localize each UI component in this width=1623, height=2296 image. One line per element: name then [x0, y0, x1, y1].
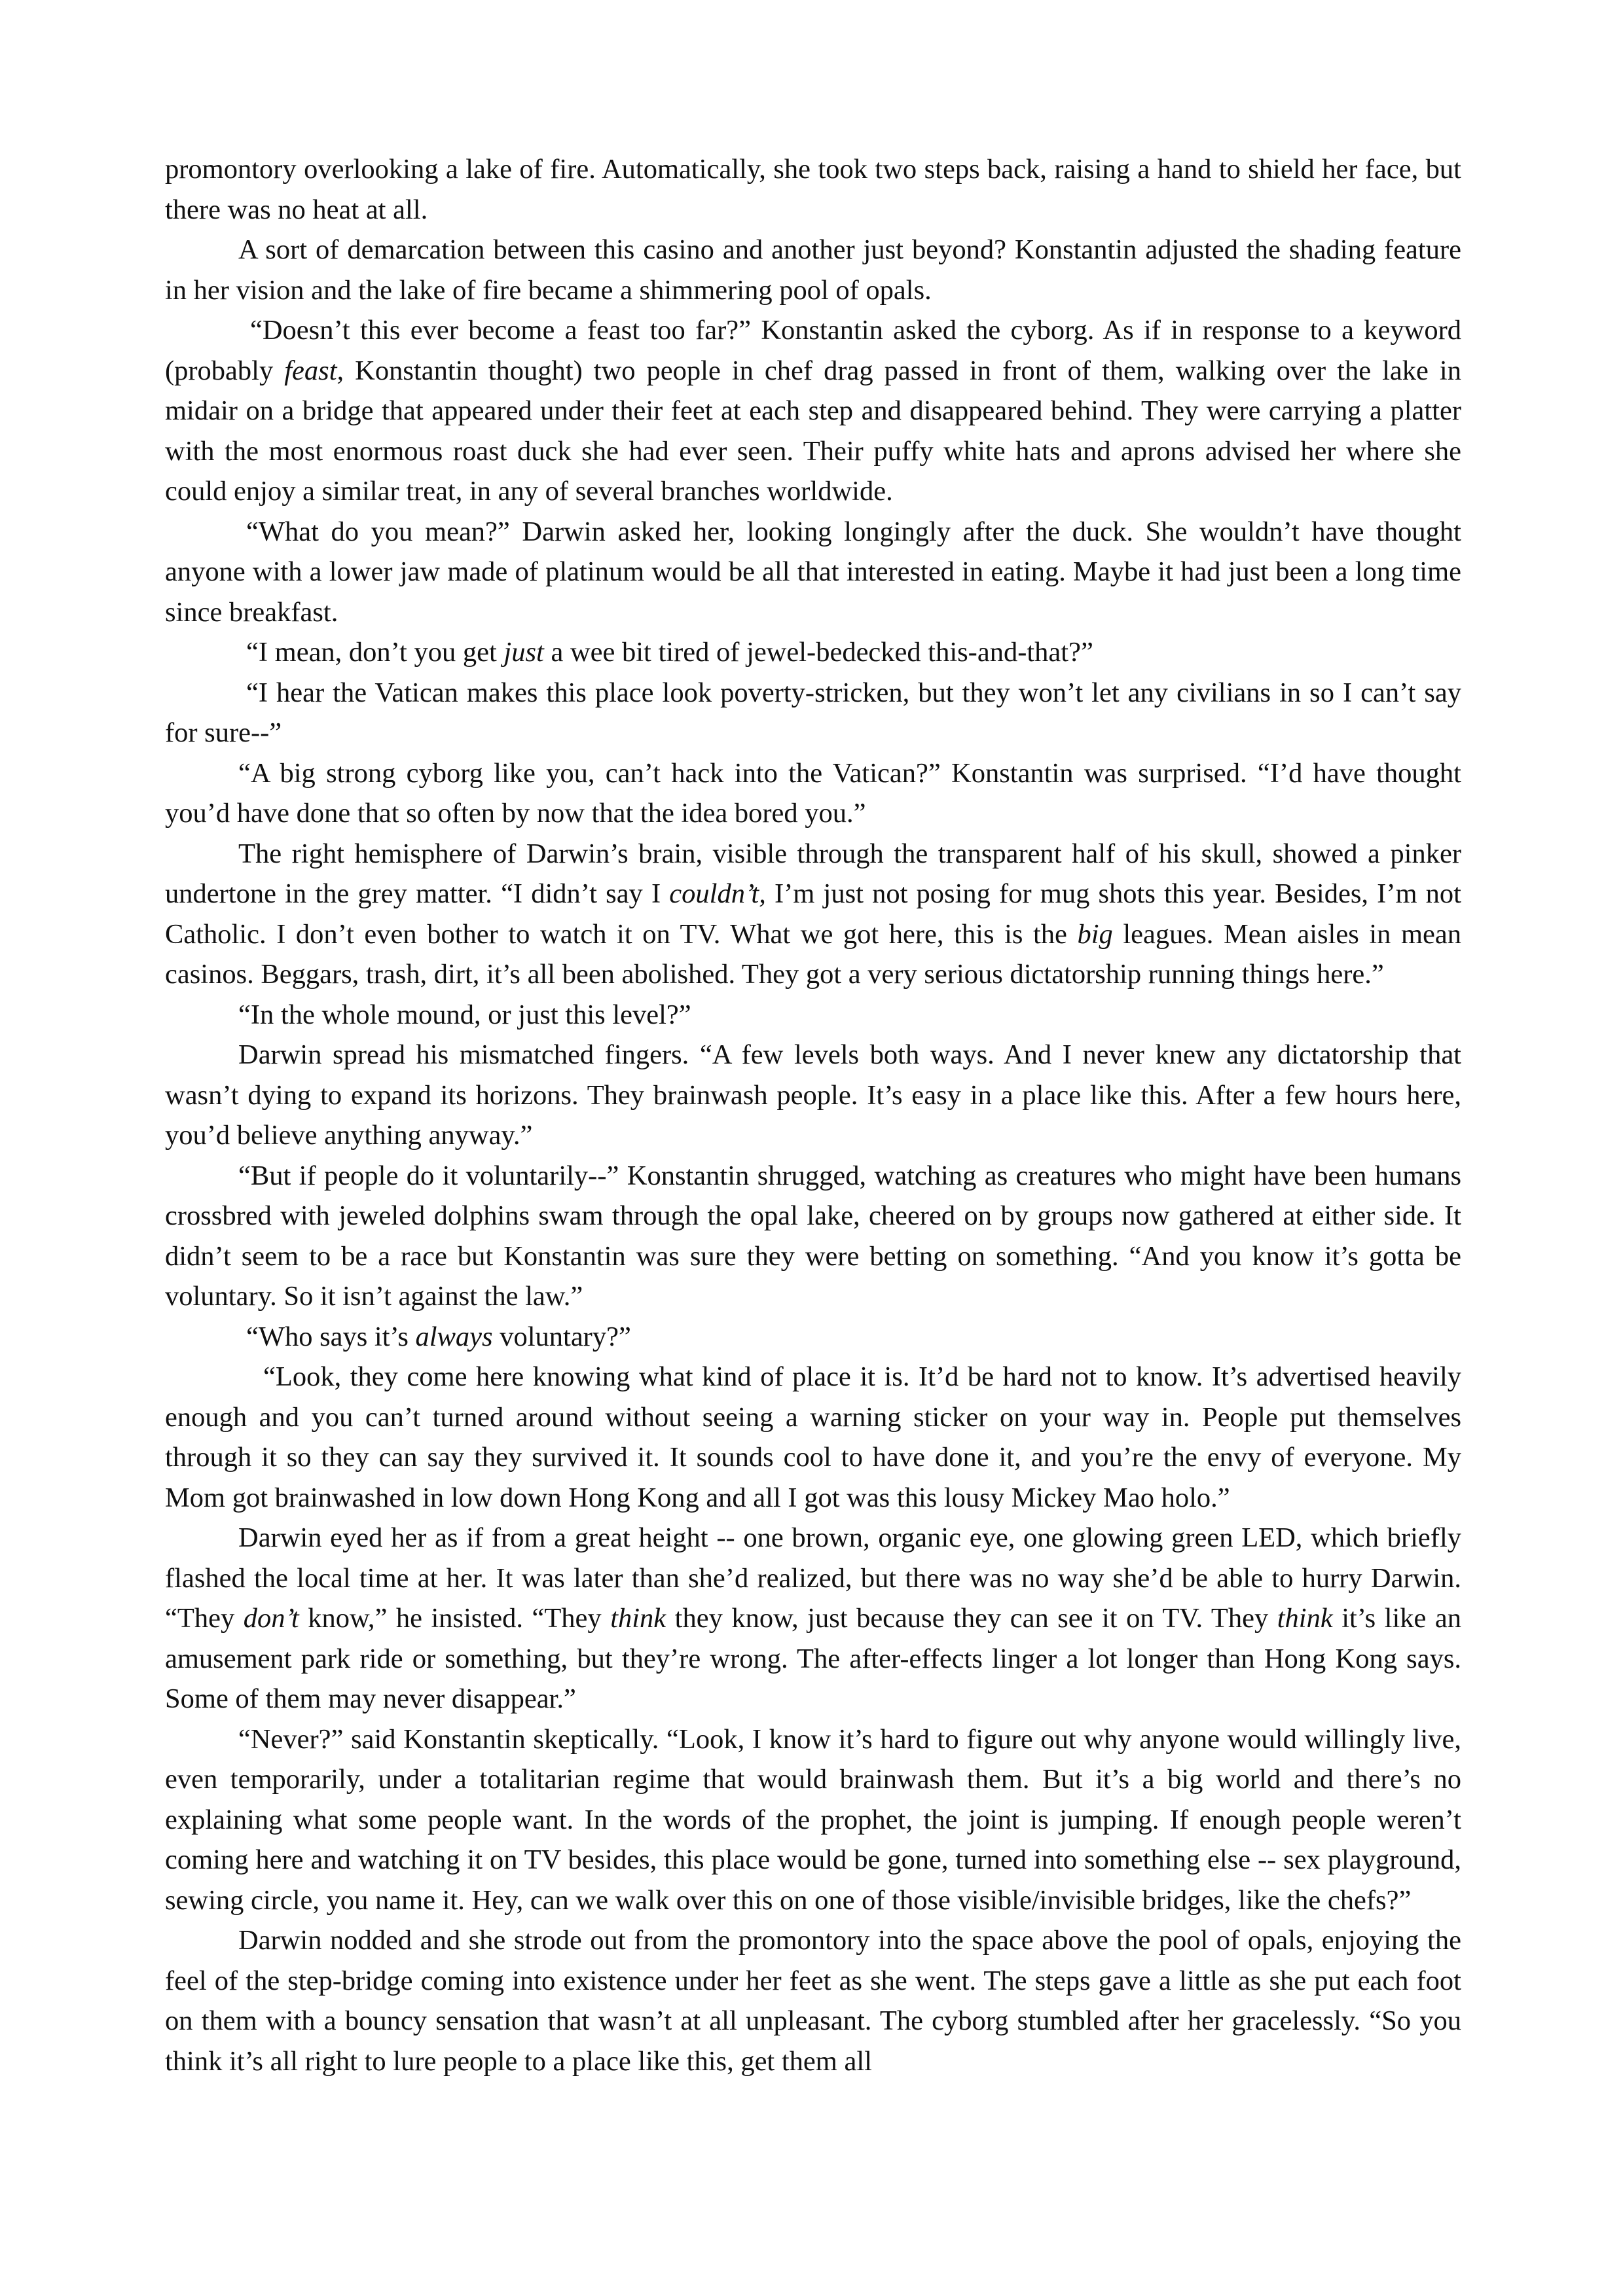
- paragraph-text: leagues. Mean aisles in mean casinos. Beggars, trash, dirt, it’s all been abolished. They got a very serious dictatorship running things here.”: [165, 918, 1461, 990]
- body-paragraph: [165, 230, 1461, 310]
- body-paragraph: [165, 1357, 1461, 1518]
- paragraph-text: “Doesn’t this ever become a feast too far?” Konstantin asked the cyborg. As if in response to a keyword (probably: [165, 315, 1461, 386]
- body-paragraph: [165, 1156, 1461, 1317]
- body-paragraph: [165, 1920, 1461, 2081]
- paragraph-text: Darwin spread his mismatched fingers. “A few levels both ways. And I never knew any dictatorship that wasn’t dying to expand its horizons. They brainwash people. It’s easy in a place like this. After a few hours here, you’d believe anything anyway.”: [165, 1039, 1461, 1151]
- paragraph-text: “Look, they come here knowing what kind of place it is. It’d be hard not to know. It’s advertised heavily enough and you can’t turned around without seeing a warning sticker on your way in. People put themselves through it so they can say they survived it. It sounds cool to have done it, and you’re the envy of everyone. My Mom got brainwashed in low down Hong Kong and all I got was this lousy Mickey Mao holo.”: [165, 1361, 1461, 1513]
- body-paragraph: [165, 1518, 1461, 1719]
- italic-text: don’t: [243, 1603, 299, 1634]
- document-page: [165, 149, 1461, 2081]
- body-paragraph: [165, 632, 1461, 673]
- body-paragraph: [165, 1317, 1461, 1357]
- paragraph-text: a wee bit tired of jewel-bedecked this-and-that?”: [543, 637, 1093, 668]
- paragraph-text: The right hemisphere of Darwin’s brain, visible through the transparent half of his skull, showed a pinker undertone in the grey matter. “I didn’t say I: [165, 838, 1461, 909]
- italic-text: always: [415, 1321, 493, 1352]
- paragraph-text: they know, just because they can see it on TV. They: [666, 1603, 1277, 1634]
- paragraph-text: “A big strong cyborg like you, can’t hack into the Vatican?” Konstantin was surprised. “I’d have thought you’d have done that so often by now that the idea bored you.”: [165, 757, 1461, 829]
- body-paragraph: [165, 512, 1461, 633]
- paragraph-text: voluntary?”: [492, 1321, 631, 1352]
- italic-text: think: [1277, 1603, 1333, 1634]
- body-paragraph: [165, 673, 1461, 753]
- paragraph-text: “Never?” said Konstantin skeptically. “Look, I know it’s hard to figure out why anyone would willingly live, even temporarily, under a totalitarian regime that would brainwash them. But it’s a big world and there’s no explaining what some people want. In the words of the prophet, the joint is jumping. If enough people weren’t coming here and watching it on TV besides, this place would be gone, turned into something else -- sex playground, sewing circle, you name it. Hey, can we walk over this on one of those visible/invisible bridges, like the chefs?”: [165, 1723, 1461, 1916]
- body-paragraph: [165, 149, 1461, 230]
- body-paragraph: [165, 753, 1461, 834]
- body-paragraph: [165, 834, 1461, 995]
- paragraph-text: Darwin nodded and she strode out from the promontory into the space above the pool of opals, enjoying the feel of the step-bridge coming into existence under her feet as she went. The steps gave a little as she put each foot on them with a bouncy sensation that wasn’t at all unpleasant. The cyborg stumbled after her gracelessly. “So you think it’s all right to lure people to a place like this, get them all: [165, 1925, 1461, 2077]
- paragraph-text: Darwin eyed her as if from a great height -- one brown, organic eye, one glowing green LED, which briefly flashed the local time at her. It was later than she’d realized, but there was no way she’d be able to hurry Darwin. “They: [165, 1522, 1461, 1634]
- body-paragraph: [165, 1035, 1461, 1156]
- paragraph-text: “What do you mean?” Darwin asked her, looking longingly after the duck. She wouldn’t have thought anyone with a lower jaw made of platinum would be all that interested in eating. Maybe it had just been a long time since breakfast.: [165, 516, 1461, 628]
- paragraph-text: know,” he insisted. “They: [299, 1603, 611, 1634]
- paragraph-text: “In the whole mound, or just this level?”: [238, 999, 691, 1030]
- body-paragraph: [165, 1719, 1461, 1921]
- body-paragraph: [165, 310, 1461, 512]
- body-paragraph: [165, 995, 1461, 1035]
- paragraph-text: it’s like an amusement park ride or something, but they’re wrong. The after-effects linger a lot longer than Hong Kong says. Some of them may never disappear.”: [165, 1603, 1461, 1714]
- paragraph-text: “Who says it’s: [246, 1321, 416, 1352]
- italic-text: couldn’t,: [669, 878, 766, 909]
- paragraph-text: “I hear the Vatican makes this place look poverty-stricken, but they won’t let any civilians in so I can’t say for sure--”: [165, 677, 1461, 748]
- paragraph-text: Konstantin thought) two people in chef drag passed in front of them, walking over the lake in midair on a bridge that appeared under their feet at each step and disappeared behind. They were carrying a platter with the most enormous roast duck she had ever seen. Their puffy white hats and aprons advised her where she could enjoy a similar treat, in any of several branches worldwide.: [165, 355, 1461, 507]
- paragraph-text: “I mean, don’t you get: [246, 637, 504, 668]
- italic-text: feast,: [284, 355, 344, 386]
- paragraph-text: “But if people do it voluntarily--” Konstantin shrugged, watching as creatures who might have been humans crossbred with jeweled dolphins swam through the opal lake, cheered on by groups now gathered at either side. It didn’t seem to be a race but Konstantin was sure they were betting on something. “And you know it’s gotta be voluntary. So it isn’t against the law.”: [165, 1160, 1461, 1312]
- paragraph-text: A sort of demarcation between this casino and another just beyond? Konstantin adjusted the shading feature in her vision and the lake of fire became a shimmering pool of opals.: [165, 234, 1461, 306]
- paragraph-text: I’m just not posing for mug shots this year. Besides, I’m not Catholic. I don’t even bother to watch it on TV. What we got here, this is the: [165, 878, 1461, 950]
- italic-text: just: [503, 637, 544, 668]
- italic-text: big: [1077, 918, 1113, 950]
- italic-text: think: [610, 1603, 666, 1634]
- paragraph-text: promontory overlooking a lake of fire. Automatically, she took two steps back, raising a hand to shield her face, but there was no heat at all.: [165, 154, 1461, 225]
